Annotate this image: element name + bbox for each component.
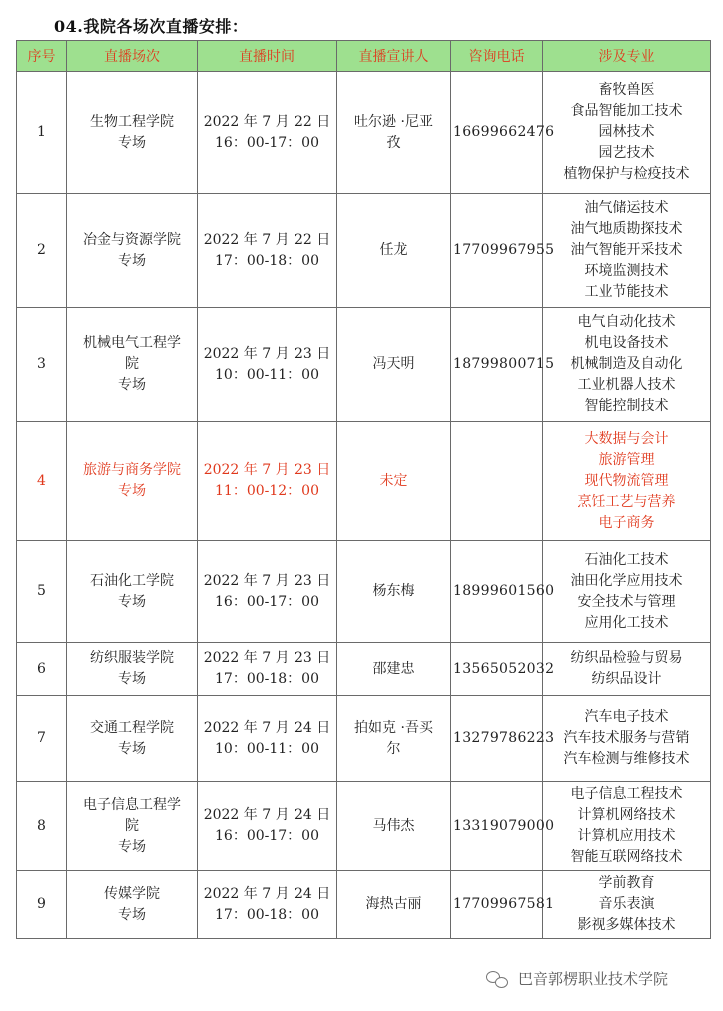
table-row: [17, 422, 711, 541]
table-row: [17, 871, 711, 939]
cell-majors-line: 园林技术: [598, 124, 655, 140]
table-row: [17, 643, 711, 696]
cell-time-line: 2022 年 7 月 24 日: [203, 807, 331, 823]
cell-session: [67, 871, 198, 939]
cell-speaker-line: 尔: [386, 740, 401, 757]
cell-time-line: 2022 年 7 月 22 日: [203, 113, 331, 130]
cell-majors-line: 机电设备技术: [584, 335, 669, 351]
cell-majors-line: 纺织品设计: [591, 671, 662, 687]
cell-time: [198, 422, 337, 541]
cell-majors: [543, 422, 711, 541]
cell-time-line: 16：00-17：00: [215, 593, 319, 610]
cell-majors-line: 石油化工技术: [584, 551, 669, 568]
cell-time-line: 16：00-17：00: [215, 828, 319, 844]
cell-majors-line: 计算机应用技术: [577, 828, 676, 844]
cell-session-line: 传媒学院: [104, 885, 160, 902]
cell-speaker: [337, 422, 451, 541]
cell-speaker: [337, 782, 451, 871]
cell-index: 8: [17, 782, 67, 871]
cell-index: 1: [17, 72, 67, 194]
cell-time: [198, 782, 337, 871]
cell-speaker-line: 邵建忠: [372, 660, 415, 677]
cell-index: 6: [17, 643, 67, 696]
cell-time-line: 2022 年 7 月 23 日: [203, 650, 331, 666]
cell-majors: [543, 541, 711, 643]
cell-session: [67, 194, 198, 308]
cell-majors: [543, 308, 711, 422]
cell-majors: [543, 871, 711, 939]
cell-time-line: 2022 年 7 月 23 日: [203, 462, 331, 478]
table-row: [17, 782, 711, 871]
cell-session-line: 旅游与商务学院: [83, 462, 181, 478]
cell-majors-line: 应用化工技术: [584, 614, 669, 631]
cell-phone: 13319079000: [451, 782, 543, 871]
cell-session: [67, 422, 198, 541]
cell-majors-line: 工业节能技术: [584, 284, 669, 300]
cell-session: [67, 308, 198, 422]
cell-majors-line: 纺织品检验与贸易: [570, 650, 683, 666]
cell-index: 9: [17, 871, 67, 939]
cell-index: 5: [17, 541, 67, 643]
table-row: [17, 696, 711, 782]
cell-majors-line: 电子信息工程技术: [570, 786, 683, 802]
cell-majors-line: 园艺技术: [598, 145, 655, 161]
cell-session: [67, 696, 198, 782]
cell-majors-line: 食品智能加工技术: [570, 103, 683, 119]
cell-speaker-line: 海热古丽: [365, 896, 422, 912]
cell-session: [67, 782, 198, 871]
cell-majors-line: 安全技术与管理: [577, 593, 676, 610]
cell-majors-line: 汽车检测与维修技术: [563, 751, 690, 767]
cell-majors-line: 大数据与会计: [584, 430, 669, 447]
cell-phone: 17709967581: [451, 871, 543, 939]
cell-majors-line: 工业机器人技术: [577, 377, 676, 393]
cell-majors-line: 智能控制技术: [584, 398, 669, 414]
cell-time-line: 16：00-17：00: [215, 134, 319, 151]
table-row: [17, 308, 711, 422]
cell-time-line: 2022 年 7 月 23 日: [203, 345, 331, 362]
cell-index: 2: [17, 194, 67, 308]
col-header-time: 直播时间: [198, 41, 337, 72]
cell-session-line: 纺织服装学院: [90, 650, 174, 666]
cell-majors-line: 智能互联网络技术: [570, 849, 683, 865]
cell-time: [198, 871, 337, 939]
cell-time-line: 10：00-11：00: [215, 740, 319, 757]
cell-majors-line: 影视多媒体技术: [577, 917, 676, 933]
cell-phone: 16699662476: [451, 72, 543, 194]
cell-session-line: 电子信息工程学: [83, 796, 181, 813]
cell-majors-line: 电子商务: [598, 514, 655, 531]
cell-majors: [543, 194, 711, 308]
cell-time-line: 17：00-18：00: [215, 906, 319, 923]
cell-majors-line: 油田化学应用技术: [570, 572, 683, 589]
cell-time: [198, 308, 337, 422]
cell-majors-line: 机械制造及自动化: [570, 356, 683, 372]
cell-speaker: [337, 194, 451, 308]
col-header-phone: 咨询电话: [451, 41, 543, 72]
table-row: [17, 72, 711, 194]
cell-session-line: 专场: [118, 740, 146, 757]
cell-majors: [543, 782, 711, 871]
cell-majors-line: 烹饪工艺与营养: [577, 493, 676, 510]
cell-session: [67, 72, 198, 194]
cell-speaker-line: 任龙: [379, 242, 408, 258]
cell-time-line: 17：00-18：00: [215, 671, 319, 687]
cell-phone: 18999601560: [451, 541, 543, 643]
col-header-index: 序号: [17, 41, 67, 72]
cell-session-line: 专场: [118, 593, 146, 610]
cell-index: 4: [17, 422, 67, 541]
cell-time-line: 10：00-11：00: [215, 366, 319, 383]
cell-session-line: 专场: [118, 483, 146, 499]
cell-speaker-line: 吐尔逊 ·尼亚: [354, 113, 433, 130]
cell-time: [198, 72, 337, 194]
cell-majors: [543, 643, 711, 696]
cell-time-line: 2022 年 7 月 24 日: [203, 885, 331, 902]
cell-majors: [543, 696, 711, 782]
cell-index: 7: [17, 696, 67, 782]
cell-time: [198, 696, 337, 782]
cell-session-line: 冶金与资源学院: [83, 231, 181, 248]
cell-majors-line: 植物保护与检疫技术: [563, 166, 690, 182]
cell-time-line: 17：00-18：00: [215, 252, 319, 269]
cell-session: [67, 541, 198, 643]
cell-time: [198, 541, 337, 643]
cell-speaker: [337, 541, 451, 643]
cell-session-line: 专场: [118, 134, 146, 151]
cell-index: 3: [17, 308, 67, 422]
cell-majors-line: 现代物流管理: [584, 472, 669, 489]
cell-session-line: 机械电气工程学: [83, 335, 181, 351]
cell-session-line: 专场: [118, 906, 146, 923]
cell-time-line: 11：00-12：00: [215, 483, 319, 499]
col-header-session: 直播场次: [67, 41, 198, 72]
cell-phone: 13565052032: [451, 643, 543, 696]
cell-time-line: 2022 年 7 月 24 日: [203, 719, 331, 736]
cell-speaker-line: 冯天明: [372, 356, 415, 372]
cell-session: [67, 643, 198, 696]
page-title: 04.我院各场次直播安排：: [54, 17, 249, 36]
cell-speaker: [337, 308, 451, 422]
cell-phone: [451, 422, 543, 541]
cell-majors-line: 畜牧兽医: [598, 82, 655, 98]
cell-speaker: [337, 871, 451, 939]
watermark-text: 巴音郭楞职业技术学院: [518, 970, 669, 988]
cell-speaker: [337, 696, 451, 782]
watermark: [486, 968, 668, 989]
cell-speaker-line: 杨东梅: [372, 583, 415, 599]
cell-speaker-line: 未定: [379, 472, 408, 489]
cell-majors-line: 油气智能开采技术: [570, 242, 683, 258]
cell-session-line: 交通工程学院: [90, 719, 174, 736]
cell-majors-line: 汽车电子技术: [584, 709, 669, 725]
cell-majors-line: 油气地质勘探技术: [570, 221, 683, 237]
cell-session-line: 专场: [118, 252, 146, 269]
cell-majors-line: 音乐表演: [598, 896, 655, 912]
cell-session-line: 院: [125, 817, 139, 834]
cell-time: [198, 643, 337, 696]
cell-majors-line: 汽车技术服务与营销: [563, 730, 690, 746]
table-row: [17, 541, 711, 643]
cell-speaker-line: 拍如克 ·吾买: [354, 719, 433, 736]
cell-session-line: 专场: [118, 838, 146, 855]
cell-session-line: 生物工程学院: [90, 113, 174, 130]
cell-phone: 18799800715: [451, 308, 543, 422]
cell-time-line: 2022 年 7 月 22 日: [203, 231, 331, 248]
cell-session-line: 专场: [118, 377, 146, 393]
table-row: [17, 194, 711, 308]
wechat-icon: [486, 970, 508, 988]
col-header-majors: 涉及专业: [543, 41, 711, 72]
schedule-table: [16, 40, 711, 939]
cell-speaker: [337, 643, 451, 696]
cell-time: [198, 194, 337, 308]
cell-time-line: 2022 年 7 月 23 日: [203, 572, 331, 589]
cell-majors-line: 油气储运技术: [584, 200, 669, 216]
cell-session-line: 专场: [118, 671, 146, 687]
cell-speaker: [337, 72, 451, 194]
cell-phone: 13279786223: [451, 696, 543, 782]
header-row: [17, 41, 711, 72]
cell-majors-line: 学前教育: [598, 875, 655, 891]
cell-majors-line: 电气自动化技术: [577, 314, 676, 330]
col-header-speaker: 直播宣讲人: [337, 41, 451, 72]
cell-phone: 17709967955: [451, 194, 543, 308]
cell-session-line: 院: [125, 356, 139, 372]
cell-majors-line: 旅游管理: [598, 451, 655, 468]
cell-majors-line: 环境监测技术: [584, 263, 669, 279]
cell-speaker-line: 孜: [386, 134, 401, 151]
cell-majors: [543, 72, 711, 194]
cell-majors-line: 计算机网络技术: [577, 807, 676, 823]
cell-speaker-line: 马伟杰: [372, 817, 415, 834]
table-body: [17, 72, 711, 939]
cell-session-line: 石油化工学院: [90, 572, 174, 589]
